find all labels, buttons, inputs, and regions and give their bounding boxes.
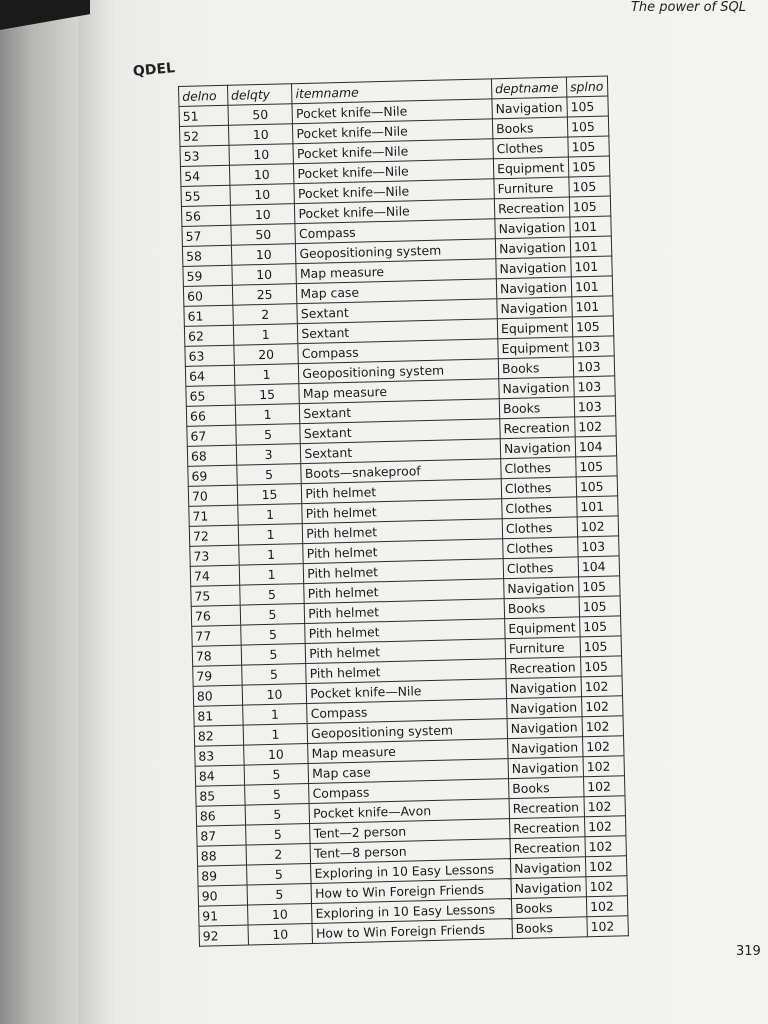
deptname-cell: Navigation: [497, 297, 572, 319]
splno-cell: 105: [567, 96, 608, 117]
deptname-cell: Books: [498, 357, 573, 379]
splno-cell: 105: [568, 156, 609, 177]
itemname-cell: Pith helmet: [304, 579, 504, 604]
delqty-cell: 5: [244, 784, 309, 806]
delno-cell: 85: [196, 785, 245, 806]
delno-cell: 89: [198, 865, 247, 886]
itemname-cell: Sextant: [298, 319, 498, 344]
itemname-cell: Pocket knife—Nile: [294, 179, 494, 204]
delno-cell: 67: [187, 425, 236, 446]
deptname-cell: Equipment: [505, 617, 580, 639]
deptname-cell: Navigation: [508, 737, 583, 759]
itemname-cell: Map measure: [308, 739, 508, 764]
deptname-cell: Equipment: [498, 337, 573, 359]
splno-cell: 105: [576, 456, 617, 477]
itemname-cell: Pith helmet: [306, 639, 506, 664]
delno-cell: 65: [186, 385, 235, 406]
delno-cell: 91: [199, 905, 248, 926]
deptname-cell: Books: [509, 777, 584, 799]
deptname-cell: Books: [512, 917, 587, 939]
deptname-cell: Recreation: [510, 837, 585, 859]
deptname-cell: Clothes: [493, 137, 568, 159]
delqty-cell: 5: [241, 664, 306, 686]
splno-cell: 102: [586, 896, 627, 917]
delno-cell: 80: [193, 685, 242, 706]
delno-cell: 68: [187, 445, 236, 466]
delqty-cell: 1: [242, 704, 307, 726]
itemname-cell: Boots—snakeproof: [301, 459, 501, 484]
itemname-cell: Pocket knife—Nile: [295, 199, 495, 224]
itemname-cell: Exploring in 10 Easy Lessons: [311, 859, 511, 884]
splno-cell: 105: [568, 136, 609, 157]
delqty-cell: 5: [246, 863, 311, 885]
itemname-cell: Exploring in 10 Easy Lessons: [312, 899, 512, 924]
delqty-cell: 5: [245, 823, 310, 845]
deptname-cell: Recreation: [510, 817, 585, 839]
itemname-cell: Sextant: [301, 439, 501, 464]
itemname-cell: Pith helmet: [304, 559, 504, 584]
itemname-cell: Pocket knife—Nile: [293, 139, 493, 164]
splno-cell: 102: [581, 676, 622, 697]
delqty-cell: 1: [239, 544, 304, 566]
splno-cell: 102: [584, 816, 625, 837]
delqty-cell: 15: [235, 384, 300, 406]
deptname-cell: Clothes: [501, 477, 576, 499]
delno-cell: 62: [184, 325, 233, 346]
itemname-cell: Pith helmet: [303, 519, 503, 544]
deptname-cell: Navigation: [504, 577, 579, 599]
itemname-cell: Pocket knife—Nile: [306, 679, 506, 704]
delqty-cell: 1: [233, 324, 298, 346]
delno-cell: 76: [191, 605, 240, 626]
splno-cell: 102: [582, 716, 623, 737]
splno-cell: 102: [577, 516, 618, 537]
delqty-cell: 50: [231, 224, 296, 246]
delqty-cell: 10: [247, 903, 312, 925]
splno-cell: 105: [569, 176, 610, 197]
delqty-cell: 10: [229, 164, 294, 186]
delno-cell: 60: [183, 285, 232, 306]
delno-cell: 61: [184, 305, 233, 326]
delno-cell: 92: [199, 925, 248, 946]
delno-cell: 78: [192, 645, 241, 666]
delqty-cell: 20: [234, 344, 299, 366]
splno-cell: 102: [583, 776, 624, 797]
delqty-cell: 5: [245, 804, 310, 826]
deptname-cell: Equipment: [497, 317, 572, 339]
delno-cell: 84: [195, 765, 244, 786]
deptname-cell: Navigation: [500, 437, 575, 459]
splno-cell: 105: [579, 576, 620, 597]
itemname-cell: Pocket knife—Nile: [294, 159, 494, 184]
column-header-deptname: deptname: [491, 77, 566, 99]
delno-cell: 63: [185, 345, 234, 366]
splno-cell: 105: [580, 616, 621, 637]
splno-cell: 105: [572, 316, 613, 337]
itemname-cell: Pith helmet: [305, 619, 505, 644]
delno-cell: 79: [193, 665, 242, 686]
column-header-splno: splno: [566, 76, 607, 97]
itemname-cell: Pocket knife—Nile: [292, 99, 492, 124]
delno-cell: 54: [180, 165, 229, 186]
delno-cell: 56: [181, 205, 230, 226]
splno-cell: 103: [574, 396, 615, 417]
deptname-cell: Clothes: [503, 557, 578, 579]
splno-cell: 101: [570, 216, 611, 237]
delno-cell: 82: [194, 725, 243, 746]
splno-cell: 103: [573, 356, 614, 377]
deptname-cell: Navigation: [507, 717, 582, 739]
delno-cell: 59: [183, 265, 232, 286]
deptname-cell: Navigation: [510, 857, 585, 879]
delqty-cell: 1: [239, 564, 304, 586]
table-title: QDEL: [132, 60, 176, 80]
itemname-cell: Map measure: [296, 259, 496, 284]
delno-cell: 75: [191, 585, 240, 606]
deptname-cell: Navigation: [495, 217, 570, 239]
splno-cell: 104: [575, 436, 616, 457]
column-header-delqty: delqty: [227, 84, 292, 106]
delno-cell: 58: [182, 245, 231, 266]
deptname-cell: Recreation: [509, 797, 584, 819]
column-header-itemname: itemname: [292, 79, 492, 104]
splno-cell: 102: [584, 796, 625, 817]
delno-cell: 64: [185, 365, 234, 386]
deptname-cell: Clothes: [502, 517, 577, 539]
itemname-cell: Pith helmet: [302, 479, 502, 504]
delno-cell: 55: [181, 185, 230, 206]
itemname-cell: Geopositioning system: [296, 239, 496, 264]
splno-cell: 102: [582, 696, 623, 717]
splno-cell: 102: [585, 856, 626, 877]
delqty-cell: 2: [246, 843, 311, 865]
splno-cell: 105: [581, 656, 622, 677]
delqty-cell: 5: [240, 604, 305, 626]
itemname-cell: Tent—2 person: [310, 819, 510, 844]
itemname-cell: Map case: [297, 279, 497, 304]
delqty-cell: 5: [236, 424, 301, 446]
delqty-cell: 10: [230, 184, 295, 206]
itemname-cell: Geopositioning system: [299, 359, 499, 384]
deptname-cell: Navigation: [499, 377, 574, 399]
delqty-cell: 15: [237, 484, 302, 506]
splno-cell: 102: [583, 756, 624, 777]
itemname-cell: Pith helmet: [302, 499, 502, 524]
splno-cell: 101: [571, 276, 612, 297]
running-head: The power of SQL: [630, 0, 746, 15]
deptname-cell: Navigation: [495, 237, 570, 259]
splno-cell: 105: [569, 196, 610, 217]
delqty-cell: 2: [233, 304, 298, 326]
delqty-cell: 5: [244, 764, 309, 786]
delqty-cell: 10: [232, 264, 297, 286]
deptname-cell: Clothes: [502, 497, 577, 519]
itemname-cell: Geopositioning system: [307, 719, 507, 744]
itemname-cell: Sextant: [300, 399, 500, 424]
delno-cell: 71: [189, 505, 238, 526]
delno-cell: 57: [182, 225, 231, 246]
itemname-cell: Sextant: [300, 419, 500, 444]
deptname-cell: Books: [499, 397, 574, 419]
itemname-cell: Compass: [307, 699, 507, 724]
delno-cell: 86: [196, 805, 245, 826]
delqty-cell: 1: [234, 364, 299, 386]
delqty-cell: 5: [237, 464, 302, 486]
delqty-cell: 5: [247, 883, 312, 905]
itemname-cell: How to Win Foreign Friends: [312, 919, 512, 944]
splno-cell: 103: [578, 536, 619, 557]
deptname-cell: Navigation: [511, 877, 586, 899]
delno-cell: 53: [180, 145, 229, 166]
itemname-cell: Pith helmet: [305, 599, 505, 624]
deptname-cell: Clothes: [503, 537, 578, 559]
delno-cell: 77: [192, 625, 241, 646]
itemname-cell: Tent—8 person: [310, 839, 510, 864]
deptname-cell: Clothes: [501, 457, 576, 479]
splno-cell: 105: [580, 636, 621, 657]
splno-cell: 101: [572, 296, 613, 317]
qdel-table-container: [178, 75, 629, 946]
splno-cell: 105: [567, 116, 608, 137]
deptname-cell: Navigation: [496, 277, 571, 299]
delno-cell: 81: [194, 705, 243, 726]
splno-cell: 103: [574, 376, 615, 397]
itemname-cell: Map case: [308, 759, 508, 784]
delno-cell: 88: [197, 845, 246, 866]
deptname-cell: Navigation: [507, 697, 582, 719]
itemname-cell: Pith helmet: [306, 659, 506, 684]
splno-cell: 101: [570, 236, 611, 257]
itemname-cell: Map measure: [299, 379, 499, 404]
splno-cell: 102: [575, 416, 616, 437]
delqty-cell: 1: [238, 504, 303, 526]
delqty-cell: 5: [241, 624, 306, 646]
delqty-cell: 10: [248, 923, 313, 945]
splno-cell: 105: [576, 476, 617, 497]
qdel-table: [178, 75, 629, 946]
delqty-cell: 1: [235, 404, 300, 426]
itemname-cell: Compass: [298, 339, 498, 364]
book-spine: [0, 0, 78, 1024]
deptname-cell: Books: [492, 117, 567, 139]
delno-cell: 66: [186, 405, 235, 426]
deptname-cell: Books: [504, 597, 579, 619]
deptname-cell: Furniture: [505, 637, 580, 659]
deptname-cell: Recreation: [506, 657, 581, 679]
delno-cell: 83: [195, 745, 244, 766]
delqty-cell: 3: [236, 444, 301, 466]
itemname-cell: Compass: [295, 219, 495, 244]
splno-cell: 105: [579, 596, 620, 617]
delqty-cell: 5: [241, 644, 306, 666]
delqty-cell: 10: [243, 744, 308, 766]
delno-cell: 69: [188, 465, 237, 486]
delno-cell: 90: [198, 885, 247, 906]
deptname-cell: Recreation: [494, 197, 569, 219]
deptname-cell: Furniture: [494, 177, 569, 199]
splno-cell: 101: [571, 256, 612, 277]
delno-cell: 73: [190, 545, 239, 566]
deptname-cell: Equipment: [493, 157, 568, 179]
itemname-cell: Sextant: [297, 299, 497, 324]
itemname-cell: Pocket knife—Nile: [293, 119, 493, 144]
deptname-cell: Navigation: [506, 677, 581, 699]
splno-cell: 104: [578, 556, 619, 577]
column-header-delno: delno: [179, 85, 228, 106]
delqty-cell: 10: [230, 204, 295, 226]
delqty-cell: 1: [238, 524, 303, 546]
itemname-cell: Pith helmet: [303, 539, 503, 564]
delqty-cell: 10: [242, 684, 307, 706]
delno-cell: 70: [188, 485, 237, 506]
deptname-cell: Navigation: [492, 97, 567, 119]
delno-cell: 51: [179, 105, 228, 126]
splno-cell: 103: [573, 336, 614, 357]
deptname-cell: Navigation: [496, 257, 571, 279]
table-body: [179, 96, 628, 946]
splno-cell: 102: [585, 836, 626, 857]
delno-cell: 72: [189, 525, 238, 546]
deptname-cell: Books: [511, 897, 586, 919]
delno-cell: 87: [197, 825, 246, 846]
splno-cell: 102: [586, 876, 627, 897]
itemname-cell: How to Win Foreign Friends: [311, 879, 511, 904]
itemname-cell: Pocket knife—Avon: [309, 799, 509, 824]
splno-cell: 102: [583, 736, 624, 757]
delqty-cell: 10: [231, 244, 296, 266]
delqty-cell: 25: [232, 284, 297, 306]
delqty-cell: 1: [243, 724, 308, 746]
delqty-cell: 10: [229, 144, 294, 166]
splno-cell: 101: [577, 496, 618, 517]
delno-cell: 74: [190, 565, 239, 586]
delno-cell: 52: [179, 125, 228, 146]
itemname-cell: Compass: [309, 779, 509, 804]
delqty-cell: 50: [228, 104, 293, 126]
deptname-cell: Recreation: [500, 417, 575, 439]
deptname-cell: Navigation: [508, 757, 583, 779]
splno-cell: 102: [587, 916, 628, 937]
page-number: 319: [736, 944, 761, 959]
delqty-cell: 5: [240, 584, 305, 606]
delqty-cell: 10: [228, 124, 293, 146]
